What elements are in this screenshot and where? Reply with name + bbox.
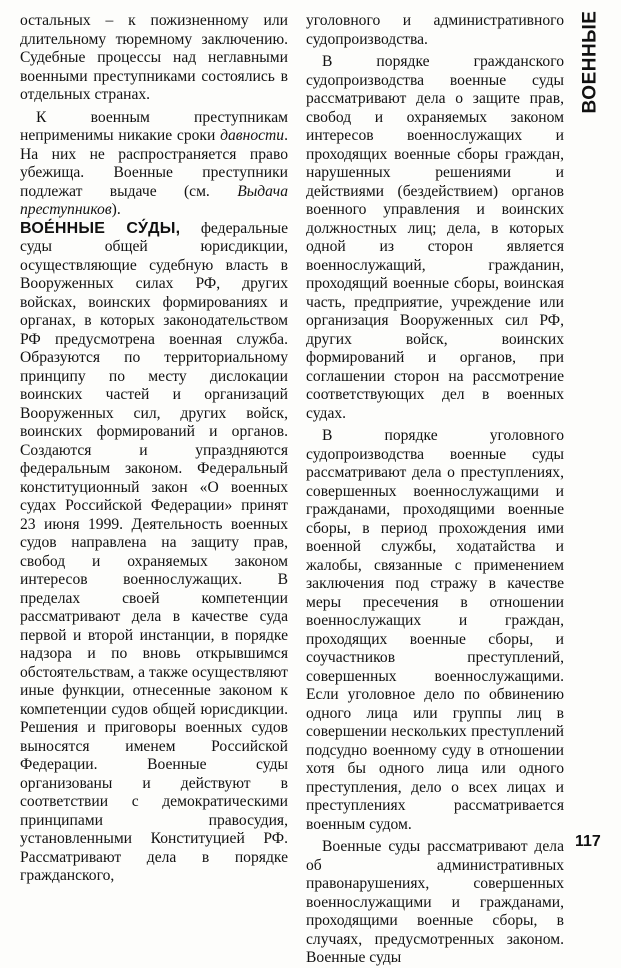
paragraph-criminal-procedure: В порядке уголовного судопроизводства военные суды рассматривают дела о преступлениях, совершенных военнослужащими и гражданами, проходящими военные сборы, в период прохождения ими военной службы, ходатайства и жалобы, связанные с применением заключения под стражу в качестве меры пресечения в отношении военнослужащих и граждан, проходящих военные сборы, и соучастников преступлений, совершенных военнослужащими. Если уголовное дело по обвинению одного лица или группы лиц в совершении нескольких преступлений подсудно военному суду в отношении хотя бы одного лица или одного преступления, дело о всех лицах и преступлениях рассматривается военным судом.	[306, 427, 564, 833]
paragraph-civil-procedure: В порядке гражданского судопроизводства военные суды рассматривают дела о защите прав, свобод и охраняемых законом интересов военнослужащих и проходящих военные сборы граждан, нарушенных решениями и действиями (бездействием) органов военного управления и воинских должностных лиц; дела, в которых одной из сторон является военнослужащий, гражданин, проходящий военные сборы, воинская часть, предприятие, учреждение или организация Вооруженных сил РФ, других войск, воинских формирований и органов, при соглашении сторон на рассмотрение соответствующих дел в военных судах.	[306, 53, 564, 422]
left-column	[20, 12, 288, 886]
cross-reference-davnost: давности	[220, 127, 285, 144]
cross-reference-vydacha: Выдача преступников	[20, 182, 288, 218]
paragraph-administrative: Военные суды рассматривают дела об административных правонарушениях, совершенных военнослужащими и гражданами, проходящими военные сборы, в случаях, предусмотренных законом. Военные суды	[306, 838, 564, 966]
right-column	[306, 12, 564, 968]
entry-body: федеральные суды общей юрисдикции, осуществляющие судебную власть в Вооруженных силах РФ, других войсках, воинских формированиях и органах, в которых законодательством РФ предусмотрена военная служба. Образуются по территориальному принципу по месту дислокации воинских частей и организаций Вооруженных сил, других войск, воинских формирований и органов. Создаются и упраздняются федеральным законом. Федеральный конституционный закон «О военных судах Российской Федерации» принят 23 июня 1999. Деятельность военных судов направлена на защиту прав, свобод и охраняемых законом интересов военнослужащих. В пределах своей компетенции рассматривают дела в качестве суда первой и второй инстанции, в порядке надзора и по вновь открывшимся обстоятельствам, а также осуществляют иные функции, отнесенные законом к компетенции судов общей юрисдикции. Решения и приговоры военных судов выносятся именем Российской Федерации. Военные суды организованы и действуют в соответствии с демократическими принципами правосудия, установленными Конституцией РФ. Рассматривают дела в порядке гражданского,	[20, 219, 288, 884]
text-fragment: ).	[111, 201, 121, 218]
page-number: 117	[575, 833, 601, 850]
text-fragment: К военным преступникам неприменимы никакие сроки	[20, 108, 288, 144]
paragraph-continuation: уголовного и административного судопроизводства.	[306, 12, 564, 48]
entry-headword: ВОЕ́ННЫЕ СУ́ДЫ,	[20, 219, 181, 237]
paragraph-war-criminals	[20, 109, 288, 220]
text-fragment: . На них не распространяется право убежища. Военные преступники подлежат выдаче (см.	[20, 127, 288, 200]
entry-military-courts	[20, 220, 288, 886]
paragraph-continuation: остальных – к пожизненному или длительному тюремному заключению. Судебные процессы над неглавными военными преступниками состоялись в отдельных странах.	[20, 12, 288, 103]
side-tab-label: ВОЕННЫЕ	[579, 10, 601, 114]
side-tab	[574, 12, 606, 112]
